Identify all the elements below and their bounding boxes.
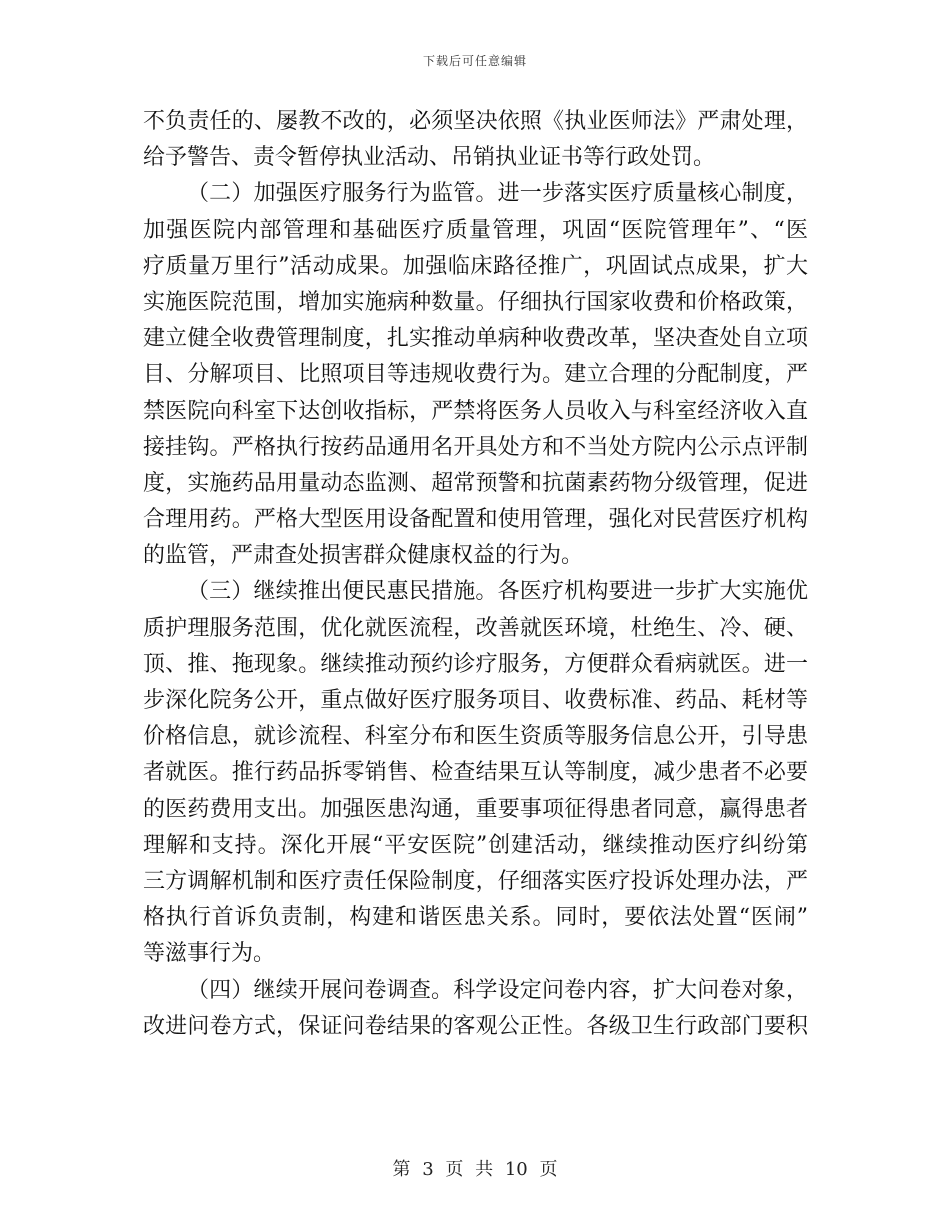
body-text-line: （二）加强医疗服务行为监管。进一步落实医疗质量核心制度， <box>187 181 808 207</box>
body-text-line: 目、分解项目、比照项目等违规收费行为。建立合理的分配制度，严 <box>143 362 808 388</box>
page-footer-number: 第 3 页 共 10 页 <box>392 1159 558 1180</box>
body-text-line: 顶、推、拖现象。继续推动预约诊疗服务，方便群众看病就医。进一 <box>143 651 808 677</box>
body-text-line: 价格信息，就诊流程、科室分布和医生资质等服务信息公开，引导患 <box>143 724 808 750</box>
body-text-line: 给予警告、责令暂停执业活动、吊销执业证书等行政处罚。 <box>143 145 716 171</box>
body-text-line: 格执行首诉负责制，构建和谐医患关系。同时，要依法处置“医闹” <box>143 905 808 931</box>
body-text-line: 等滋事行为。 <box>143 941 276 967</box>
body-text-line: 合理用药。严格大型医用设备配置和使用管理，强化对民营医疗机构 <box>143 507 808 533</box>
document-body <box>143 104 808 1045</box>
body-text-line: 改进问卷方式，保证问卷结果的客观公正性。各级卫生行政部门要积 <box>143 1013 808 1039</box>
body-text-line: 接挂钩。严格执行按药品通用名开具处方和不当处方院内公示点评制 <box>143 434 808 460</box>
body-text-line: 不负责任的、屡教不改的，必须坚决依照《执业医师法》严肃处理， <box>143 109 808 134</box>
body-text-line: 实施医院范围，增加实施病种数量。仔细执行国家收费和价格政策， <box>143 289 808 315</box>
page-header-note: 下载后可任意编辑 <box>422 54 527 68</box>
body-text-line: 禁医院向科室下达创收指标，严禁将医务人员收入与科室经济收入直 <box>143 398 808 424</box>
body-text-line: 理解和支持。深化开展“平安医院”创建活动，继续推动医疗纠纷第 <box>143 832 808 858</box>
body-text-line: 者就医。推行药品拆零销售、检查结果互认等制度，减少患者不必要 <box>143 760 808 786</box>
body-text-line: 疗质量万里行”活动成果。加强临床路径推广，巩固试点成果，扩大 <box>143 253 808 279</box>
body-text-line: 建立健全收费管理制度，扎实推动单病种收费改革，坚决查处自立项 <box>143 326 808 352</box>
body-text-line: 质护理服务范围，优化就医流程，改善就医环境，杜绝生、冷、硬、 <box>143 615 808 641</box>
body-text-line: 步深化院务公开，重点做好医疗服务项目、收费标准、药品、耗材等 <box>143 688 808 713</box>
body-text-line: 度，实施药品用量动态监测、超常预警和抗菌素药物分级管理，促进 <box>143 470 808 496</box>
body-text-line: 三方调解机制和医疗责任保险制度，仔细落实医疗投诉处理办法，严 <box>143 868 808 894</box>
body-text-line: （三）继续推出便民惠民措施。各医疗机构要进一步扩大实施优 <box>187 579 808 605</box>
body-text-line: （四）继续开展问卷调查。科学设定问卷内容，扩大问卷对象， <box>187 977 808 1003</box>
body-text-line: 加强医院内部管理和基础医疗质量管理，巩固“医院管理年”、“医 <box>143 217 808 243</box>
body-text-line: 的医药费用支出。加强医患沟通，重要事项征得患者同意，赢得患者 <box>143 796 808 822</box>
body-text-line: 的监管，严肃查处损害群众健康权益的行为。 <box>143 543 584 569</box>
